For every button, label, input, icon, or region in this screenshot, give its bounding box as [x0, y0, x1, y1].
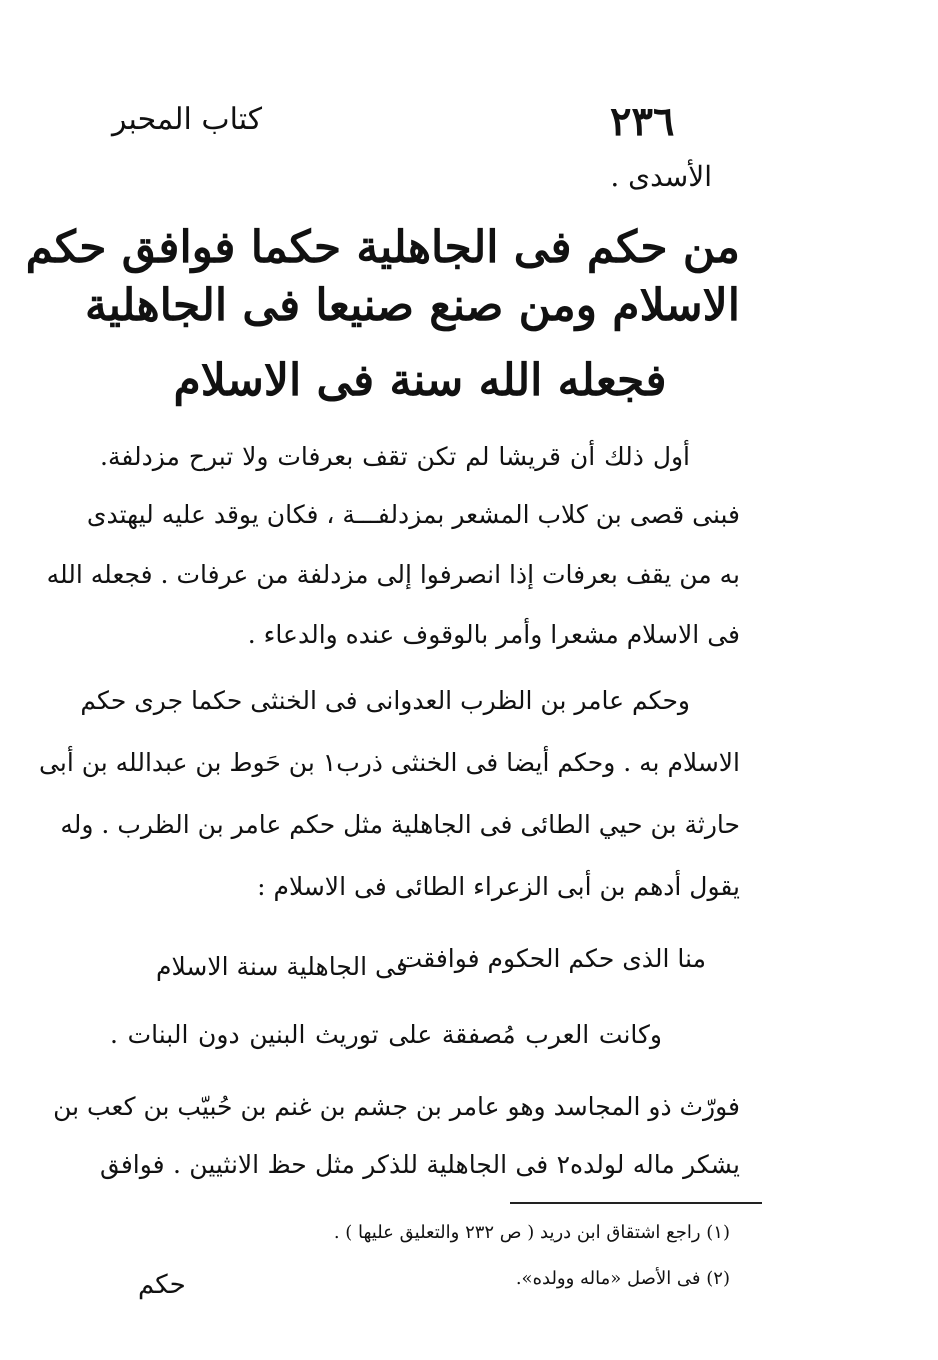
body-line: يقول أدهم بن أبى الزعراء الطائى فى الاسلام :: [257, 872, 740, 901]
body-line: به من يقف بعرفات إذا انصرفوا إلى مزدلفة من عرفات . فجعله الله: [46, 560, 740, 589]
body-line: الاسلام به . وحكم أيضا فى الخنثى ذرب١ بن حَوط بن عبدالله بن أبى: [39, 748, 740, 777]
body-line: فى الاسلام مشعرا وأمر بالوقوف عنده والدعاء .: [247, 620, 740, 649]
footnote-2: (٢) فى الأصل «ماله وولده».: [515, 1268, 730, 1289]
verse-first-hemistich: منا الذى حكم الحكوم فوافقت: [398, 944, 706, 973]
carry-over-text: الأسدى .: [610, 160, 712, 193]
body-line: وكانت العرب مُصفقة على توريث البنين دون البنات .: [110, 1020, 662, 1049]
verse-second-hemistich: فى الجاهلية سنة الاسلام: [156, 952, 408, 981]
section-heading-line-3: فجعله الله سنة فى الاسلام: [173, 355, 667, 406]
body-line: فبنى قصى بن كلاب المشعر بمزدلفـــة ، فكان يوقد عليه ليهتدى: [86, 500, 740, 529]
catchword: حكم: [138, 1270, 186, 1300]
page-number: ٢٣٦: [610, 98, 675, 145]
body-line: وحكم عامر بن الظرب العدوانى فى الخنثى حكما جرى حكم: [80, 686, 690, 715]
footnote-rule: [510, 1202, 762, 1204]
body-line: يشكر ماله لولده٢ فى الجاهلية للذكر مثل حظ الانثيين . فوافق: [100, 1150, 740, 1179]
footnote-1: (١) راجع اشتقاق ابن دريد ( ص ٢٣٢ والتعليق عليها ) .: [333, 1222, 730, 1243]
body-line: فورّث ذو المجاسد وهو عامر بن جشم بن غنم بن حُبيّب بن كعب بن: [53, 1092, 740, 1121]
section-heading-line-2: الاسلام ومن صنع صنيعا فى الجاهلية: [85, 280, 740, 331]
body-line: حارثة بن حيي الطائى فى الجاهلية مثل حكم عامر بن الظرب . وله: [60, 810, 740, 839]
running-title: كتاب المحبر: [112, 102, 263, 137]
section-heading-line-1: من حكم فى الجاهلية حكما فوافق حكم: [25, 222, 740, 273]
body-line: أول ذلك أن قريشا لم تكن تقف بعرفات ولا تبرح مزدلفة.: [100, 442, 690, 471]
